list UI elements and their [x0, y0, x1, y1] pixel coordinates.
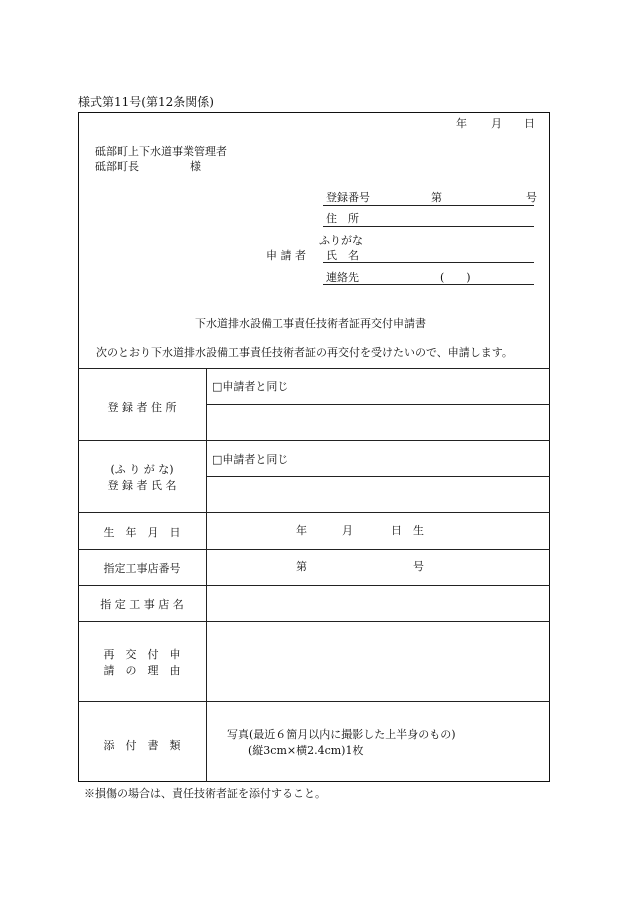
contractor-number-suffix: 号: [413, 560, 424, 573]
attachments-label: 添 付 書 類: [103, 739, 181, 752]
attachment-photo-size: (縦3cm×横2.4cm)1枚: [248, 744, 364, 757]
birth-date-label: 生 年 月 日: [103, 526, 181, 539]
table-row-divider: [78, 585, 550, 586]
registration-number-label: 登録番号: [326, 191, 370, 204]
registration-number-prefix: 第: [431, 191, 442, 204]
reissue-reason-label-line2: 請 の 理 由: [103, 664, 181, 677]
footnote: ※損傷の場合は、責任技術者証を添付すること。: [84, 787, 326, 800]
table-row-divider: [78, 549, 550, 550]
table-subrow-divider: [206, 404, 550, 405]
table-subrow-divider: [206, 476, 550, 477]
table-row-divider: [78, 621, 550, 622]
birth-suffix-label: 生: [413, 524, 424, 537]
document-title: 下水道排水設備工事責任技術者証再交付申請書: [195, 317, 426, 330]
contractor-number-prefix: 第: [296, 560, 307, 573]
birth-day-label: 日: [391, 524, 402, 537]
birth-year-label: 年: [296, 524, 307, 537]
applicant-contact-paren: ( ): [440, 271, 471, 284]
applicant-address-field[interactable]: [323, 226, 534, 227]
addressee-line1: 砥部町上下水道事業管理者: [95, 145, 227, 158]
applicant-furigana-label: ふりがな: [319, 234, 363, 247]
date-month-label: 月: [491, 117, 502, 130]
applicant-role-label: 申 請 者: [266, 249, 306, 262]
applicant-address-label: 住 所: [326, 212, 359, 225]
registrant-address-label: 登 録 者 住 所: [107, 401, 177, 414]
table-column-divider: [206, 368, 207, 782]
applicant-contact-label: 連絡先: [326, 271, 359, 284]
applicant-contact-field[interactable]: [323, 284, 534, 285]
registrant-address-same-checkbox[interactable]: □申請者と同じ: [212, 380, 289, 393]
application-statement: 次のとおり下水道排水設備工事責任技術者証の再交付を受けたいので、申請します。: [96, 346, 513, 359]
registration-number-underline: [323, 205, 534, 206]
table-row-divider: [78, 512, 550, 513]
contractor-name-label: 指 定 工 事 店 名: [100, 598, 184, 611]
applicant-name-label: 氏 名: [326, 249, 359, 262]
birth-month-label: 月: [342, 524, 353, 537]
registration-number-suffix: 号: [526, 191, 537, 204]
table-top-border: [78, 368, 550, 369]
contractor-number-label: 指定工事店番号: [103, 562, 181, 575]
form-number: 様式第11号(第12条関係): [78, 95, 214, 109]
addressee-line2: 砥部町長: [95, 160, 139, 173]
reissue-reason-label-line1: 再 交 付 申: [103, 648, 181, 661]
date-year-label: 年: [456, 117, 467, 130]
registrant-name-label: 登 録 者 氏 名: [107, 479, 177, 492]
date-day-label: 日: [524, 117, 535, 130]
table-row-divider: [78, 440, 550, 441]
addressee-honorific: 様: [190, 160, 201, 173]
registrant-furigana-label: (ふ り が な): [110, 463, 174, 476]
applicant-name-field[interactable]: [323, 262, 534, 263]
registrant-name-same-checkbox[interactable]: □申請者と同じ: [212, 453, 289, 466]
attachment-photo-requirement: 写真(最近６箇月以内に撮影した上半身のもの): [227, 728, 456, 741]
table-row-divider: [78, 701, 550, 702]
application-form-frame: [78, 112, 550, 782]
